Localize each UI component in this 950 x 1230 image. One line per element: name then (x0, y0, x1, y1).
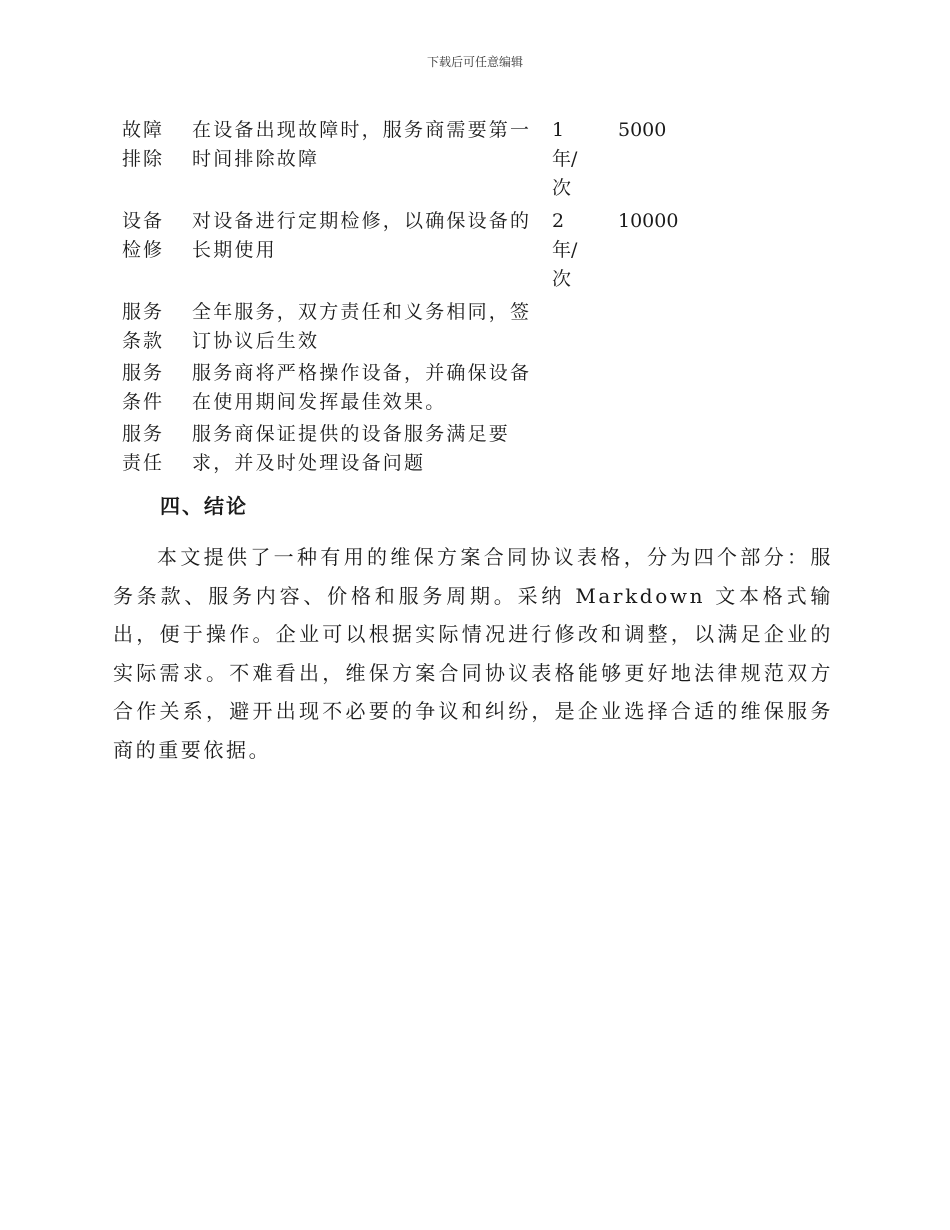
service-name-cell (114, 420, 192, 481)
service-price-cell (612, 207, 698, 298)
table-row (114, 207, 698, 298)
service-desc-cell (192, 116, 534, 207)
service-name-cell (114, 359, 192, 420)
service-price-cell (612, 116, 698, 207)
service-name-cell (114, 116, 192, 207)
service-name-cell (114, 298, 192, 359)
page-header: 下载后可任意编辑 (426, 55, 523, 69)
section-title: 四、结论 (160, 494, 248, 518)
service-desc: 服务商保证提供的设备服务满足要求，并及时处理设备问题 (192, 423, 511, 474)
service-price: 5000 (618, 119, 667, 141)
service-name: 故障排除 (122, 119, 165, 170)
service-desc: 全年服务，双方责任和义务相同，签订协议后生效 (192, 301, 532, 352)
service-period-cell (534, 207, 612, 298)
service-period: 1 年/次 (552, 119, 578, 199)
service-desc-cell (192, 420, 534, 481)
service-period-cell (534, 420, 612, 481)
service-name: 设备检修 (122, 210, 165, 261)
table-row (114, 116, 698, 207)
service-price-cell (612, 420, 698, 481)
service-price-cell (612, 359, 698, 420)
service-name: 服务条款 (122, 301, 165, 352)
service-desc: 服务商将严格操作设备，并确保设备在使用期间发挥最佳效果。 (192, 362, 532, 413)
service-desc-cell (192, 298, 534, 359)
table-row (114, 420, 698, 481)
service-desc-cell (192, 207, 534, 298)
service-name: 服务责任 (122, 423, 165, 474)
service-table (114, 116, 698, 481)
service-period-cell (534, 298, 612, 359)
service-desc-cell (192, 359, 534, 420)
service-period-cell (534, 359, 612, 420)
service-desc: 在设备出现故障时，服务商需要第一时间排除故障 (192, 119, 532, 170)
service-desc: 对设备进行定期检修，以确保设备的长期使用 (192, 210, 532, 261)
service-name-cell (114, 207, 192, 298)
service-price: 10000 (618, 210, 679, 232)
service-price-cell (612, 298, 698, 359)
service-period: 2 年/次 (552, 210, 578, 290)
table-row (114, 298, 698, 359)
service-name: 服务条件 (122, 362, 165, 413)
service-period-cell (534, 116, 612, 207)
table-row (114, 359, 698, 420)
conclusion-paragraph: 本文提供了一种有用的维保方案合同协议表格，分为四个部分：服务条款、服务内容、价格和服务周期。采纳 Markdown 文本格式输出，便于操作。企业可以根据实际情况进行修改和调整，以满足企业的实际需求。不难看出，维保方案合同协议表格能够更好地法律规范双方合作关系，避开出现不必要的争议和纠纷，是企业选择合适的维保服务商的重要依据。 (113, 545, 833, 762)
